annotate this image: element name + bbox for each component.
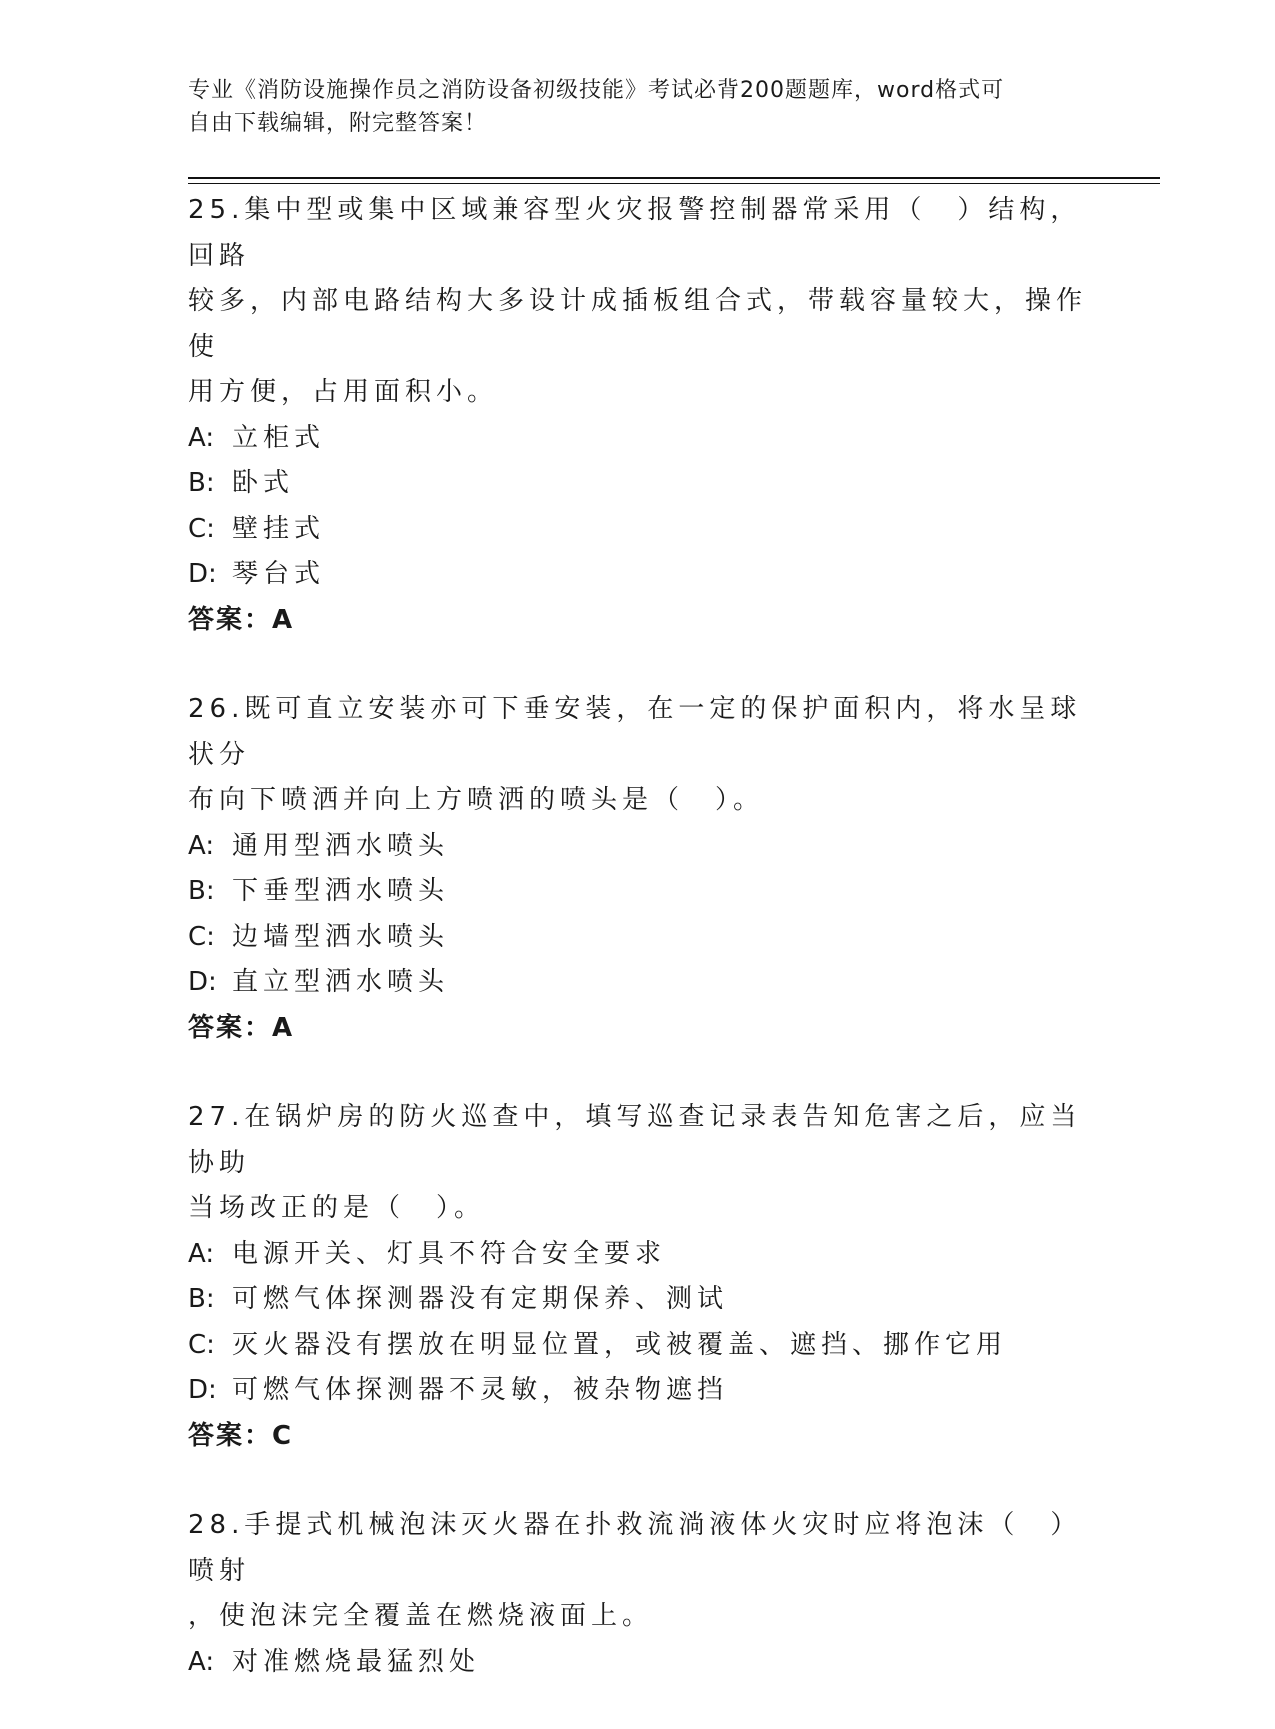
question-stem-line: 当场改正的是（ ）。 (188, 1193, 486, 1223)
option-text: 直立型洒水喷头 (232, 967, 450, 997)
option-text: 壁挂式 (232, 513, 326, 544)
option-letter: D: (188, 559, 217, 589)
option-letter: D: (188, 967, 217, 997)
question-list (188, 188, 1088, 1729)
header-divider-thin (188, 183, 1160, 184)
option-c (188, 507, 1088, 553)
question-stem-line: ，使泡沫完全覆盖在燃烧液面上。 (188, 1601, 654, 1631)
option-text: 边墙型洒水喷头 (232, 921, 450, 952)
question-stem-line: 27.在锅炉房的防火巡查中，填写巡查记录表告知危害之后，应当协助 (188, 1102, 1082, 1178)
option-b (188, 1277, 1088, 1323)
answer: 答案：A (188, 604, 295, 635)
option-text: 电源开关、灯具不符合安全要求 (232, 1238, 667, 1269)
question-stem-line: 用方便，占用面积小。 (188, 377, 499, 407)
option-a (188, 416, 1088, 462)
option-letter: D: (188, 1375, 217, 1405)
question-stem (188, 1503, 1088, 1640)
option-text: 可燃气体探测器没有定期保养、测试 (232, 1284, 729, 1314)
question-stem-line: 28.手提式机械泡沫灭火器在扑救流淌液体火灾时应将泡沫（ ）喷射 (188, 1510, 1082, 1586)
option-text: 通用型洒水喷头 (232, 830, 450, 861)
option-text: 卧式 (232, 468, 295, 498)
option-b (188, 461, 1088, 507)
question-stem-line: 布向下喷洒并向上方喷洒的喷头是（ ）。 (188, 785, 765, 815)
option-text: 立柜式 (232, 422, 326, 453)
header-line-2: 自由下载编辑，附完整答案！ (188, 111, 488, 136)
option-letter: B: (188, 1284, 215, 1314)
question-stem (188, 687, 1088, 824)
question-stem-line: 25.集中型或集中区域兼容型火灾报警控制器常采用（ ）结构，回路 (188, 195, 1082, 271)
question-stem-line: 较多，内部电路结构大多设计成插板组合式，带载容量较大，操作使 (188, 286, 1088, 362)
question-25 (188, 188, 1088, 643)
option-text: 下垂型洒水喷头 (232, 876, 450, 906)
option-text: 可燃气体探测器不灵敏，被杂物遮挡 (232, 1375, 729, 1405)
option-c (188, 1323, 1088, 1369)
answer: 答案：A (188, 1012, 295, 1043)
option-text: 琴台式 (232, 559, 326, 589)
option-letter: A: (188, 1646, 215, 1677)
header-divider-thick (188, 177, 1160, 179)
option-b (188, 869, 1088, 915)
option-letter: A: (188, 1238, 215, 1269)
option-a (188, 1640, 1088, 1686)
option-letter: B: (188, 876, 215, 906)
document-header (188, 74, 1088, 140)
option-letter: C: (188, 1329, 215, 1360)
option-letter: A: (188, 422, 215, 453)
option-letter: B: (188, 468, 215, 498)
question-28 (188, 1503, 1088, 1685)
option-a (188, 824, 1088, 870)
option-d (188, 552, 1088, 598)
header-line-1: 专业《消防设施操作员之消防设备初级技能》考试必背200题题库，word格式可 (188, 78, 1005, 103)
option-text: 对准燃烧最猛烈处 (232, 1646, 481, 1677)
question-26 (188, 687, 1088, 1051)
option-letter: C: (188, 921, 215, 952)
question-27 (188, 1095, 1088, 1459)
answer: 答案：C (188, 1420, 294, 1451)
option-d (188, 960, 1088, 1006)
option-d (188, 1368, 1088, 1414)
question-stem (188, 188, 1088, 416)
option-c (188, 915, 1088, 961)
option-letter: A: (188, 830, 215, 861)
option-text: 灭火器没有摆放在明显位置，或被覆盖、遮挡、挪作它用 (232, 1329, 1008, 1360)
option-a (188, 1232, 1088, 1278)
question-stem (188, 1095, 1088, 1232)
question-stem-line: 26.既可直立安装亦可下垂安装，在一定的保护面积内，将水呈球状分 (188, 694, 1082, 770)
option-letter: C: (188, 513, 215, 544)
